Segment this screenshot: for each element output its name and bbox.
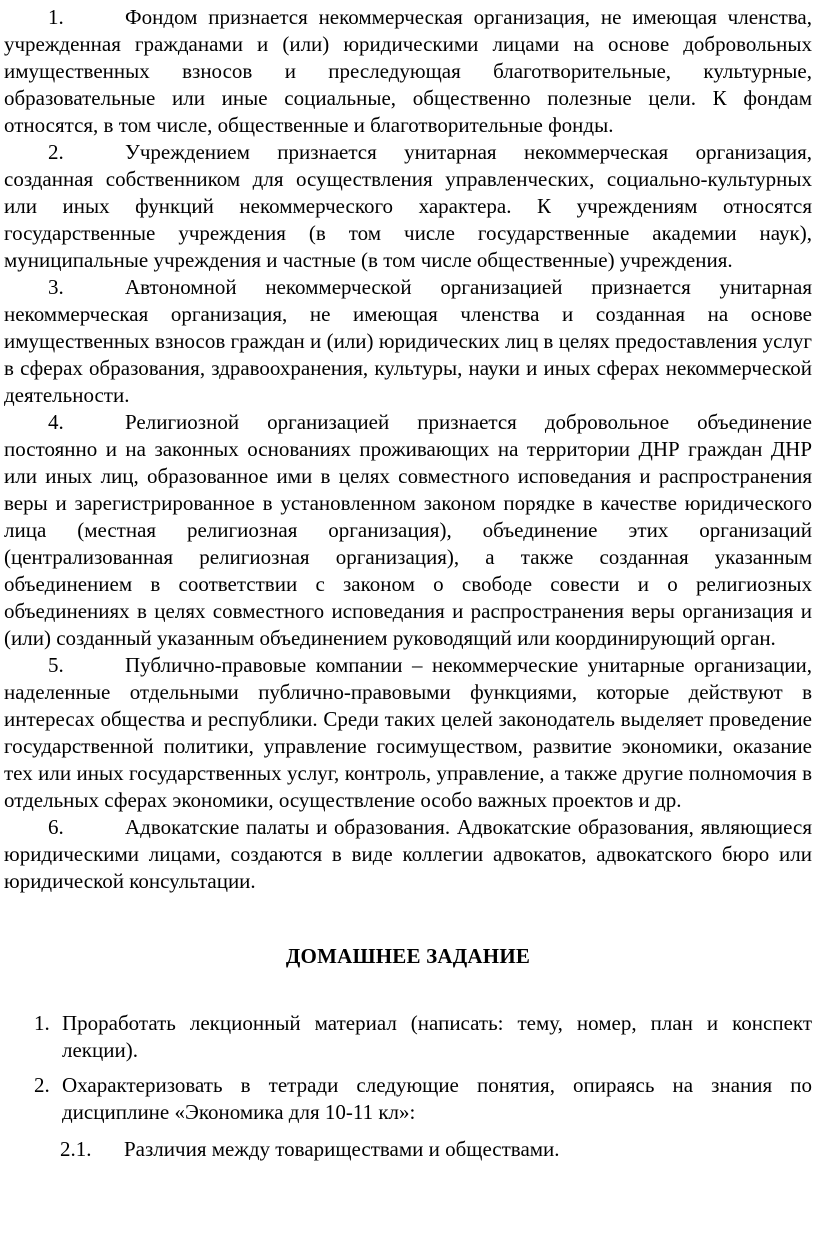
paragraph-religious-organization — [4, 409, 812, 652]
homework-subitem — [4, 1136, 812, 1163]
homework-item-text: Проработать лекционный материал (написать: тему, номер, план и конспект лекции). — [62, 1011, 812, 1062]
paragraph-public-law-companies — [4, 652, 812, 814]
paragraph-text: Фондом признается некоммерческая организация, не имеющая членства, учрежденная гражданами и (или) юридическими лицами на основе добровольных имущественных взносов и преследующая благотворительные, культурные, образовательные или иные социальные, общественно полезные цели. К фондам относятся, в том числе, общественные и благотворительные фонды. — [4, 5, 812, 137]
homework-item-number: 1. — [34, 1011, 50, 1035]
paragraph-number: 3. — [48, 275, 64, 299]
homework-list — [4, 1010, 812, 1163]
paragraph-fund — [4, 4, 812, 139]
paragraph-number: 1. — [48, 5, 64, 29]
homework-item — [4, 1010, 812, 1064]
homework-item-number: 2. — [34, 1073, 50, 1097]
paragraph-text: Учреждением признается унитарная некоммерческая организация, созданная собственником для осуществления управленческих, социально-культурных или иных функций некоммерческого характера. К учреждениям относятся государственные учреждения (в том числе государственные академии наук), муниципальные учреждения и частные (в том числе общественные) учреждения. — [4, 140, 812, 272]
homework-subitem-number: 2.1. — [60, 1137, 92, 1161]
paragraph-text: Автономной некоммерческой организацией признается унитарная некоммерческая организация, не имеющая членства и созданная на основе имущественных взносов граждан и (или) юридических лиц в целях предоставления услуг в сферах образования, здравоохранения, культуры, науки и иных сферах некоммерческой деятельности. — [4, 275, 812, 407]
paragraph-number: 4. — [48, 410, 64, 434]
paragraph-text: Публично-правовые компании – некоммерческие унитарные организации, наделенные отдельными публично-правовыми функциями, которые действуют в интересах общества и республики. Среди таких целей законодатель выделяет проведение государственной политики, управление госимуществом, развитие экономики, оказание тех или иных государственных услуг, контроль, управление, а также другие полномочия в отдельных сферах экономики, осуществление особо важных проектов и др. — [4, 653, 812, 812]
paragraph-number: 5. — [48, 653, 64, 677]
homework-item — [4, 1072, 812, 1126]
homework-heading: ДОМАШНЕЕ ЗАДАНИЕ — [285, 944, 531, 968]
paragraph-bar-associations — [4, 814, 812, 895]
homework-item-text: Охарактеризовать в тетради следующие понятия, опираясь на знания по дисциплине «Экономика для 10-11 кл»: — [62, 1073, 812, 1124]
paragraph-number: 2. — [48, 140, 64, 164]
paragraph-text: Адвокатские палаты и образования. Адвокатские образования, являющиеся юридическими лицами, создаются в виде коллегии адвокатов, адвокатского бюро или юридической консультации. — [4, 815, 812, 893]
homework-subitem-text: Различия между товариществами и обществами. — [124, 1137, 560, 1161]
paragraph-text: Религиозной организацией признается добровольное объединение постоянно и на законных основаниях проживающих на территории ДНР граждан ДНР или иных лиц, образованное ими в целях совместного исповедания и распространения веры и зарегистрированное в установленном законом порядке в качестве юридического лица (местная религиозная организация), объединение этих организаций (централизованная религиозная организация), а также созданная указанным объединением в соответствии с законом о свободе совести и о религиозных объединениях в целях совместного исповедания и распространения веры организация и (или) созданный указанным объединением руководящий или координирующий орган. — [4, 410, 812, 650]
paragraph-autonomous-organization — [4, 274, 812, 409]
paragraph-number: 6. — [48, 815, 64, 839]
paragraph-institution — [4, 139, 812, 274]
